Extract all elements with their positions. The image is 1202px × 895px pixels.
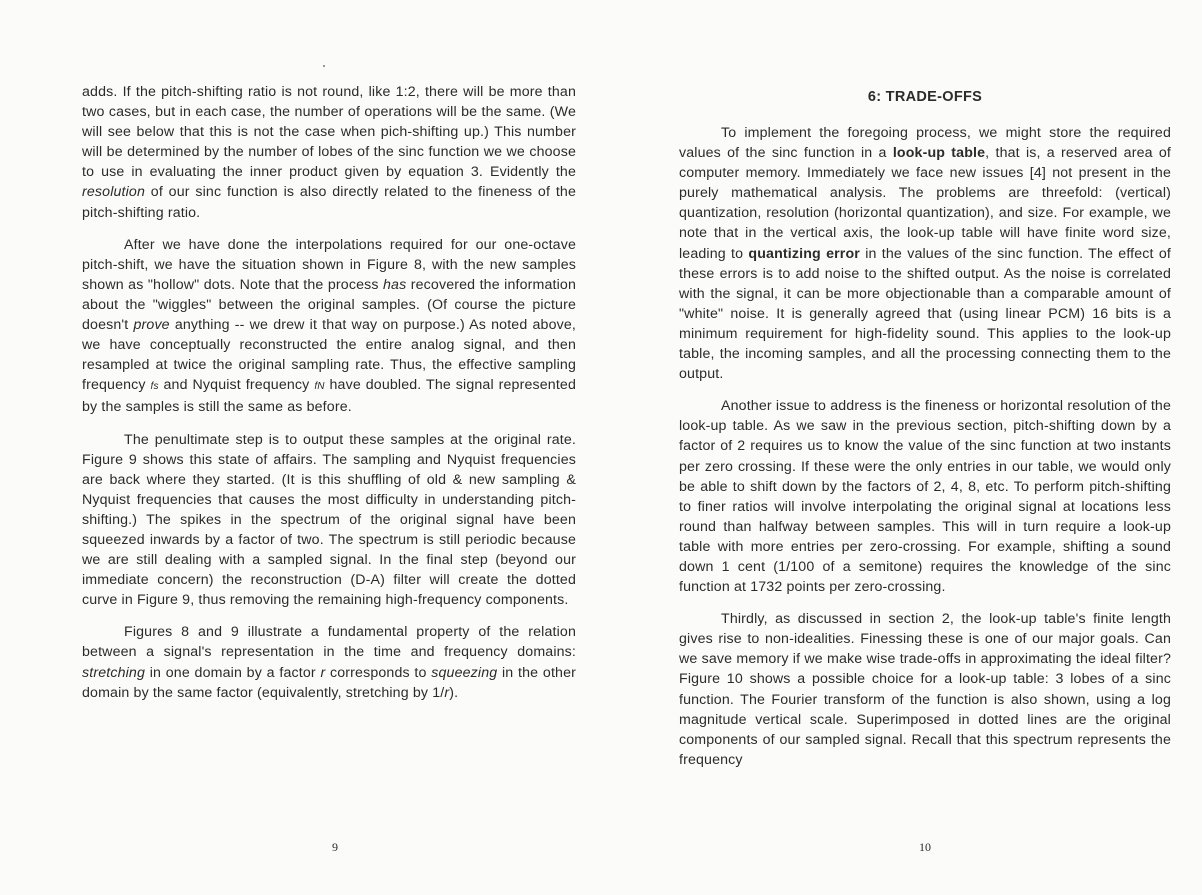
right-paragraph-1: To implement the foregoing process, we might store the required values of the sinc function in a look-up table, that is, a reserved area of computer memory. Immediately we face new issues [4] not present in the purely mathematical analysis. The problems are threefold: (vertical) quantization, resolution (horizontal quantization), and size. For example, we note that in the vertical axis, the look-up table will have finite word size, leading to quantizing error in the values of the sinc function. The effect of these errors is to add noise to the shifted output. As the noise is correlated with the signal, it can be more objectionable than a comparable amount of "white" noise. It is generally agreed that (using linear PCM) 16 bits is a minimum requirement for high-fidelity sound. This applies to the look-up table, the incoming samples, and all the processing connecting them to the output. (679, 125, 1172, 383)
page-number-left: 9 (332, 840, 338, 854)
right-paragraph-3: Thirdly, as discussed in section 2, the look-up table's finite length gives rise to non-idealities. Finessing these is one of our major goals. Can we save memory if we make wise trade-offs in approximating the ideal filter? Figure 10 shows a possible choice for a look-up table: 3 lobes of a sinc function. The Fourier transform of the function is also shown, using a log magnitude vertical scale. Superimposed in dotted lines are the original components of our sampled signal. Recall that this spectrum represents the frequency (679, 611, 1171, 768)
sampling-frequency-symbol: fs (150, 381, 159, 393)
left-paragraph-3: The penultimate step is to output these samples at the original rate. Figure 9 shows this state of affairs. The sampling and Nyquist frequencies are back where they started. (It is this shuffling of old & new sampling & Nyquist frequencies that causes the most difficulty in understanding pitch-shifting.) The spikes in the spectrum of the original signal have been squeezed inwards by a factor of two. The spectrum is still periodic because we are still dealing with a sampled signal. In the final step (beyond our immediate concern) the reconstruction (D-A) filter will create the dotted curve in Figure 9, thus removing the remaining high-frequency components. (82, 431, 576, 609)
scan-speck (323, 65, 325, 67)
right-paragraph-2: Another issue to address is the fineness or horizontal resolution of the look-up table. As we saw in the previous section, pitch-shifting down by a factor of 2 requires us to know the value of the sinc function at two instants per zero crossing. If these were the only entries in our table, we would only be able to shift down by the factors of 2, 4, 8, etc. To perform pitch-shifting to finer ratios will involve interpolating the original signal at locations less round than halfway between samples. This will in turn require a look-up table with more entries per zero-crossing. For example, shifting a sound down 1 cent (1/100 of a semitone) requires the knowledge of the sinc function at 1732 points per zero-crossing. (679, 398, 1171, 596)
nyquist-frequency-symbol: fN (314, 381, 325, 393)
left-paragraph-1: adds. If the pitch-shifting ratio is not round, like 1:2, there will be more than two cases, but in each case, the number of operations will be the same. (We will see below that this is not the case when pich-shifting up.) This number will be determined by the number of lobes of the sinc function we we choose to use in evaluating the inner product given by equation 3. Evidently the resolution of our sinc function is also directly related to the fineness of the pitch-shifting ratio. (82, 84, 576, 221)
left-text-column (82, 82, 576, 715)
left-paragraph-4: Figures 8 and 9 illustrate a fundamental property of the relation between a signal's representation in the time and frequency domains: stretching in one domain by a factor r corresponds to squeezing in the other domain by the same factor (equivalently, stretching by 1/r). (82, 624, 576, 701)
left-paragraph-2: After we have done the interpolations required for our one-octave pitch-shift, we have the situation shown in Figure 8, with the new samples shown as "hollow" dots. Note that the process has recovered the information about the "wiggles" between the original samples. (Of course the picture doesn't prove anything -- we drew it that way on purpose.) As noted above, we have conceptually reconstructed the entire analog signal, and then resampled at twice the original sampling rate. Thus, the effective sampling frequency fs and Nyquist frequency fN have doubled. The signal represented by the samples is still the same as before. (82, 236, 577, 416)
right-text-column (679, 89, 1171, 782)
right-page (601, 0, 1202, 895)
page-number-right: 10 (919, 840, 931, 854)
section-heading: 6: TRADE-OFFS (867, 89, 983, 105)
